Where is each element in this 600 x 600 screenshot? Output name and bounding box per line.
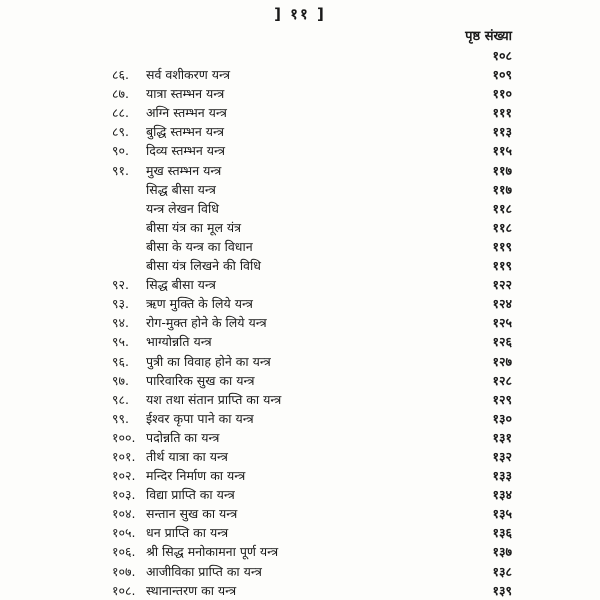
entry-title: आजीविका प्राप्ति का यन्त्र: [146, 563, 262, 579]
toc-entry: [112, 103, 512, 122]
toc-entry: [112, 562, 512, 581]
entry-title: सन्तान सुख का यन्त्र: [146, 506, 238, 522]
toc-entry: [112, 390, 512, 409]
entry-number: ८९.: [112, 124, 129, 140]
entry-page-number: ११३: [492, 124, 512, 140]
entry-page-number: ११७: [492, 162, 512, 178]
entry-title: सिद्ध बीसा यन्त्र: [146, 277, 216, 293]
entry-title: यात्रा स्तम्भन यन्त्र: [146, 86, 225, 102]
toc-entry: [112, 542, 512, 561]
toc-entry: [112, 237, 512, 256]
entry-page-number: ११७: [492, 181, 512, 197]
entry-page-number: ११०: [492, 86, 512, 102]
toc-entry: [112, 46, 512, 65]
entry-title: पदोन्नति का यन्त्र: [146, 429, 220, 445]
entry-page-number: ११८: [492, 200, 512, 216]
toc-entry: [112, 371, 512, 390]
entry-page-number: १३५: [492, 506, 512, 522]
toc-entry: [112, 428, 512, 447]
toc-entry: [112, 84, 512, 103]
toc-entry: [112, 313, 512, 332]
entry-page-number: १३०: [492, 410, 512, 426]
entry-number: १०७.: [112, 563, 136, 579]
page-number-column-heading: पृष्ठ संख्या: [465, 29, 512, 44]
entry-page-number: १०९: [492, 67, 512, 83]
entry-page-number: १२५: [492, 315, 512, 331]
entry-title: अग्नि स्तम्भन यन्त्र: [146, 105, 227, 121]
entry-page-number: १३६: [492, 525, 512, 541]
entry-title: तीर्थ यात्रा का यन्त्र: [146, 448, 228, 464]
toc-entry: [112, 466, 512, 485]
page-number-marker: ] ११ ]: [274, 5, 326, 23]
toc-entry: [112, 581, 512, 600]
entry-number: १०८.: [112, 582, 136, 598]
entry-title: बुद्धि स्तम्भन यन्त्र: [146, 124, 224, 140]
entry-page-number: १२२: [492, 277, 512, 293]
entry-page-number: ११८: [492, 219, 512, 235]
toc-entry: [112, 199, 512, 218]
entry-page-number: १३१: [492, 429, 512, 445]
entry-page-number: १२८: [492, 372, 512, 388]
entry-title: बीसा यंत्र का मूल यंत्र: [146, 219, 242, 235]
toc-entry: [112, 332, 512, 351]
entry-title: मन्दिर निर्माण का यन्त्र: [146, 468, 246, 484]
toc-entry: [112, 485, 512, 504]
entry-number: ९९.: [112, 410, 129, 426]
entry-page-number: १०८: [492, 48, 512, 63]
toc-entry: [112, 275, 512, 294]
toc-entry: [112, 141, 512, 160]
entry-title: ईश्वर कृपा पाने का यन्त्र: [146, 410, 254, 426]
entry-page-number: ११५: [492, 143, 512, 159]
entry-title: सिद्ध बीसा यन्त्र: [146, 181, 216, 197]
entry-title: बीसा के यन्त्र का विधान: [146, 238, 253, 254]
entry-title: यन्त्र लेखन विधि: [146, 200, 219, 216]
entry-number: १०२.: [112, 468, 136, 484]
entry-title: ऋण मुक्ति के लिये यन्त्र: [146, 296, 253, 312]
entry-number: १०३.: [112, 487, 136, 503]
toc-entry: [112, 523, 512, 542]
toc-entry: [112, 447, 512, 466]
entry-title: सर्व वशीकरण यन्त्र: [146, 67, 230, 83]
entry-title: पुत्री का विवाह होने का यन्त्र: [146, 353, 271, 369]
entry-page-number: १२७: [492, 353, 512, 369]
entry-title: धन प्राप्ति का यन्त्र: [146, 525, 229, 541]
entry-page-number: १३२: [492, 448, 512, 464]
entry-number: ९३.: [112, 296, 129, 312]
entry-number: १०६.: [112, 544, 136, 560]
entry-number: ८८.: [112, 105, 129, 121]
toc-entry: [112, 352, 512, 371]
toc-entry: [112, 218, 512, 237]
entry-page-number: १२६: [492, 334, 512, 350]
entry-page-number: १३४: [492, 487, 512, 503]
toc-entry: [112, 256, 512, 275]
toc-entry: [112, 294, 512, 313]
entry-title: भाग्योन्नति यन्त्र: [146, 334, 212, 350]
entry-title: मुख स्तम्भन यन्त्र: [146, 162, 222, 178]
entry-number: ९४.: [112, 315, 129, 331]
entry-number: १०१.: [112, 448, 136, 464]
toc-entry: [112, 180, 512, 199]
entry-number: ८७.: [112, 86, 129, 102]
entry-title: श्री सिद्ध मनोकामना पूर्ण यन्त्र: [146, 544, 279, 560]
entry-page-number: १३३: [492, 468, 512, 484]
entry-title: विद्या प्राप्ति का यन्त्र: [146, 487, 235, 503]
entry-page-number: १२४: [492, 296, 512, 312]
entry-title: स्थानान्तरण का यन्त्र: [146, 582, 237, 598]
entry-number: ९६.: [112, 353, 129, 369]
entry-page-number: ११९: [492, 258, 512, 274]
entry-number: १०४.: [112, 506, 136, 522]
entry-number: ९५.: [112, 334, 129, 350]
toc-entry: [112, 122, 512, 141]
entry-title: बीसा यंत्र लिखने की विधि: [146, 258, 261, 274]
entry-number: ९८.: [112, 391, 129, 407]
entry-number: १०५.: [112, 525, 136, 541]
toc-entry: [112, 504, 512, 523]
entry-page-number: ११९: [492, 238, 512, 254]
entry-page-number: १११: [492, 105, 512, 121]
table-of-contents: [112, 46, 512, 600]
entry-number: ९७.: [112, 372, 129, 388]
entry-page-number: १३९: [492, 582, 512, 598]
entry-title: दिव्य स्तम्भन यन्त्र: [146, 143, 226, 159]
entry-number: १००.: [112, 429, 136, 445]
entry-title: रोग-मुक्त होने के लिये यन्त्र: [146, 315, 267, 331]
toc-entry: [112, 409, 512, 428]
entry-page-number: १३७: [492, 544, 512, 560]
entry-page-number: १२९: [492, 391, 512, 407]
entry-number: ९२.: [112, 277, 129, 293]
entry-page-number: १३८: [492, 563, 512, 579]
entry-number: ९०.: [112, 143, 129, 159]
toc-entry: [112, 65, 512, 84]
entry-number: ९१.: [112, 162, 129, 178]
entry-number: ८६.: [112, 67, 129, 83]
entry-title: पारिवारिक सुख का यन्त्र: [146, 372, 255, 388]
entry-title: यश तथा संतान प्राप्ति का यन्त्र: [146, 391, 282, 407]
toc-entry: [112, 161, 512, 180]
